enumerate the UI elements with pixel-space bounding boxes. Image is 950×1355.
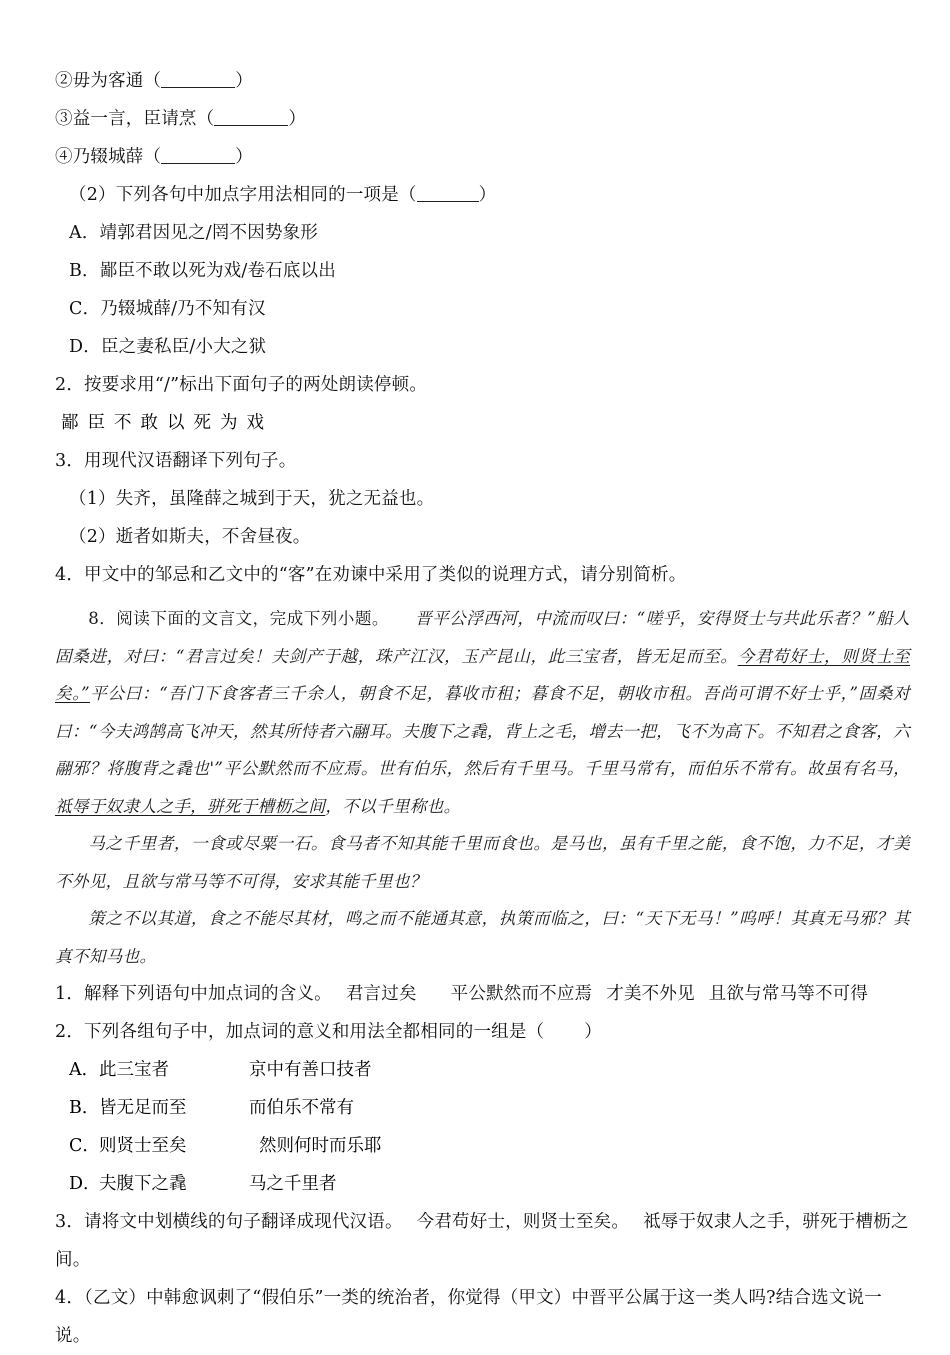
answer-blank[interactable] <box>417 201 479 202</box>
section8-option-c-left: 则贤士至矣 <box>99 1136 187 1156</box>
question-3-item-1: （1）失齐，虽隆薛之城到于天，犹之无益也。 <box>69 489 435 509</box>
section8-q3-item-1: 今君苟好士，则贤士至矣。 <box>416 1212 630 1232</box>
passage-paragraph-2: 马之千里者，一食或尽粟一石。食马者不知其能千里而食也。是马也，虽有千里之能，食不饱，力不足，才美不外见，且欲与常马等不可得，安求其能千里也？ <box>55 834 910 891</box>
question-2-sentence: 鄙臣不敢以死为戏 <box>61 413 273 433</box>
passage-text-c: ，不以千里称也。 <box>325 796 461 816</box>
fill-blank-item-2-body: 毋为客通（ <box>72 71 162 91</box>
section8-option-d-right: 马之千里者 <box>249 1174 337 1194</box>
section8-question-3-stem: 请将文中划横线的句子翻译成现代汉语。 <box>84 1212 403 1232</box>
section8-q3-item-2: 祗辱于奴隶人之手，骈死于槽枥之间。 <box>55 1212 909 1270</box>
section8-option-a[interactable] <box>55 1051 910 1089</box>
fill-blank-item-4-body: 乃辍城薛（ <box>72 147 162 167</box>
section8-question-1-stem: 解释下列语句中加点词的含义。 <box>84 984 332 1004</box>
fill-blank-item-3 <box>55 100 910 138</box>
answer-blank[interactable] <box>161 87 235 88</box>
question-1-2-stem-close: ） <box>478 185 497 205</box>
option-a-label: A． <box>69 223 100 243</box>
section8-option-b-right: 而伯乐不常有 <box>249 1098 354 1118</box>
option-a-text: 靖郭君因见之/罔不因势象形 <box>99 223 319 243</box>
passage-text-b: 平公曰：“吾门下食客者三千余人，朝食不足，暮收市租；暮食不足，朝收市租。吾尚可谓不好士乎，”固桑对曰：“今夫鸿鹄高飞冲天，然其所恃者六翮耳。夫腹下之毳，背上之毛，增去一把，飞不为高下。不知君之食客，六翮邪？将腹背之毳也'”平公默然而不应焉。世有伯乐，然后有千里马。千里马常有，而伯乐不常有。故虽有名马， <box>55 684 910 778</box>
passage-text-a: 晋平公浮西河，中流而叹曰：“嗟乎，安得贤士与共此乐者？”船人固桑进，对曰：“君言过矣！夫剑产于越，珠产江汉，玉产昆山，此三宝者，皆无足而至。 <box>55 609 910 666</box>
section8-option-d-left: 夫腹下之毳 <box>99 1174 187 1194</box>
section8-q1-item-1: 君言过矣 <box>345 984 417 1004</box>
section8-option-b[interactable] <box>55 1089 910 1127</box>
option-b-label: B． <box>69 261 100 281</box>
passage-paragraph-3: 策之不以其道，食之不能尽其材，鸣之而不能通其意，执策而临之，曰：“天下无马！”呜呼！其真无马邪？其真不知马也。 <box>55 909 910 966</box>
fill-blank-item-2-text: ② <box>55 71 73 91</box>
answer-blank[interactable] <box>214 125 288 126</box>
fill-blank-item-3-body: 益一言，臣请烹（ <box>72 109 215 129</box>
fill-blank-item-4 <box>55 138 910 176</box>
passage-block <box>55 600 910 975</box>
passage-paragraph-1 <box>55 600 910 825</box>
option-d[interactable] <box>55 328 910 366</box>
section8-question-3 <box>55 1203 910 1279</box>
option-b-text: 鄙臣不敢以死为戏/卷石底以出 <box>99 261 336 281</box>
question-1-2-stem-text: （2）下列各句中加点字用法相同的一项是（ <box>69 185 417 205</box>
section8-question-4-text: （乙文）中韩愈讽刺了“假伯乐”一类的统治者，你觉得（甲文）中晋平公属于这一类人吗?结合选文说一说。 <box>55 1288 882 1346</box>
fill-blank-item-3-text: ③ <box>55 109 73 129</box>
fill-blank-item-2-close: ） <box>235 71 253 91</box>
item-8-number: 8． <box>88 609 117 628</box>
underlined-sentence-2: 祗辱于奴隶人之手，骈死于槽枥之间 <box>55 796 326 816</box>
question-3-item-2: （2）逝者如斯夫，不舍昼夜。 <box>69 527 311 547</box>
section8-option-a-label: A． <box>69 1060 100 1080</box>
section8-q1-item-3: 才美不外见 <box>606 984 695 1004</box>
section8-q1-item-2: 平公默然而不应焉 <box>450 984 593 1004</box>
section8-question-3-label: 3． <box>55 1212 85 1232</box>
underlined-sentence-1: 今君苟好士，则贤士至矣。” <box>55 646 911 703</box>
option-b[interactable] <box>55 252 910 290</box>
question-2: 2．按要求用“/”标出下面句子的两处朗读停顿。 <box>55 375 428 395</box>
option-d-text: 臣之妻私臣/小大之狱 <box>100 337 267 357</box>
option-c-text: 乃辍城薛/乃不知有汉 <box>100 299 266 319</box>
section8-question-2 <box>55 1013 910 1051</box>
option-c-label: C． <box>69 299 101 319</box>
section8-option-d[interactable] <box>55 1165 910 1203</box>
fill-blank-item-4-text: ④ <box>55 147 73 167</box>
fill-blank-item-2 <box>55 62 910 100</box>
answer-blank[interactable] <box>161 163 235 164</box>
section8-option-a-left: 此三宝者 <box>99 1060 169 1080</box>
question-4: 4．甲文中的邹忌和乙文中的“客”在劝谏中采用了类似的说理方式，请分别简析。 <box>55 565 687 585</box>
section8-question-1 <box>55 975 910 1013</box>
item-8-stem: 阅读下面的文言文，完成下列小题。 <box>116 609 389 628</box>
fill-blank-item-4-close: ） <box>235 147 253 167</box>
section8-option-c-right: 然则何时而乐耶 <box>259 1136 382 1156</box>
question-3: 3．用现代汉语翻译下列句子。 <box>55 451 297 471</box>
question-1-2-stem <box>55 176 910 214</box>
section8-option-b-left: 皆无足而至 <box>99 1098 187 1118</box>
section8-option-d-label: D． <box>69 1174 101 1194</box>
fill-blank-item-3-close: ） <box>288 109 307 129</box>
document-body <box>55 62 910 1355</box>
section8-option-c[interactable] <box>55 1127 910 1165</box>
section8-question-2-label: 2． <box>55 1022 85 1042</box>
section8-q1-item-4: 且欲与常马等不可得 <box>708 984 869 1004</box>
section8-question-1-label: 1． <box>55 984 85 1004</box>
section8-option-c-label: C． <box>69 1136 100 1156</box>
option-d-label: D． <box>69 337 101 357</box>
option-a[interactable] <box>55 214 910 252</box>
section8-question-4-label: 4． <box>55 1288 85 1308</box>
section8-option-a-right: 京中有善口技者 <box>249 1060 372 1080</box>
section8-option-b-label: B． <box>69 1098 100 1118</box>
option-c[interactable] <box>55 290 910 328</box>
section8-question-2-close: ） <box>584 1022 602 1042</box>
section8-question-2-stem: 下列各组句子中，加点词的意义和用法全都相同的一组是（ <box>84 1022 545 1042</box>
